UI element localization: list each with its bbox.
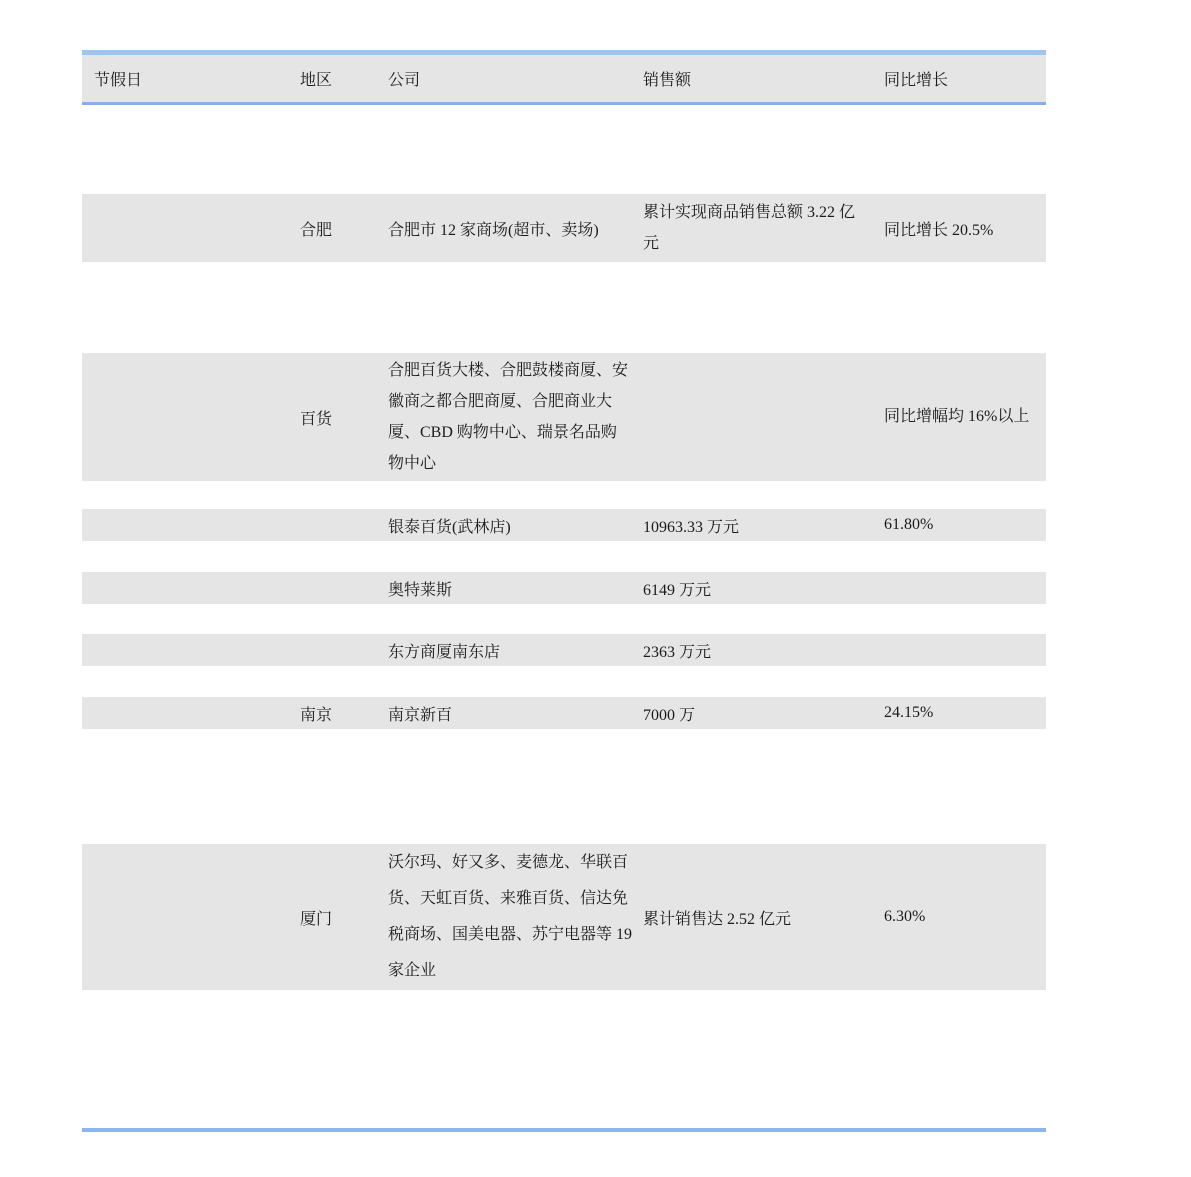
table-header-row xyxy=(82,50,1046,105)
cell-sales: 10963.33 万元 xyxy=(643,518,740,536)
table-row xyxy=(82,697,1046,729)
cell-growth: 同比增长 20.5% xyxy=(884,221,994,239)
cell-region: 南京 xyxy=(300,706,333,724)
cell-company: 东方商厦南东店 xyxy=(388,643,501,661)
header-cell-holiday: 节假日 xyxy=(94,72,143,89)
header-cell-growth: 同比增长 xyxy=(884,72,949,89)
cell-region: 厦门 xyxy=(300,910,333,928)
cell-company: 奥特莱斯 xyxy=(388,581,453,599)
cell-sales: 累计销售达 2.52 亿元 xyxy=(643,910,792,928)
cell-company: 沃尔玛、好又多、麦德龙、华联百货、天虹百货、来雅百货、信达免税商场、国美电器、苏宁电器等 19 家企业 xyxy=(388,854,633,979)
cell-growth: 61.80% xyxy=(884,516,934,533)
cell-company: 银泰百货(武林店) xyxy=(388,518,511,536)
sales-table xyxy=(82,50,1046,1132)
cell-sales: 6149 万元 xyxy=(643,581,712,599)
table-row xyxy=(82,844,1046,990)
table-row xyxy=(82,572,1046,604)
cell-sales: 7000 万 xyxy=(643,706,696,724)
cell-growth: 同比增幅均 16%以上 xyxy=(884,408,1030,425)
cell-company: 合肥百货大楼、合肥鼓楼商厦、安徽商之都合肥商厦、合肥商业大厦、CBD 购物中心、瑞景名品购物中心 xyxy=(388,362,629,472)
cell-region: 合肥 xyxy=(300,221,333,239)
cell-company: 南京新百 xyxy=(388,706,453,724)
cell-growth: 6.30% xyxy=(884,908,926,925)
cell-company: 合肥市 12 家商场(超市、卖场) xyxy=(388,221,599,239)
table-row xyxy=(82,509,1046,541)
footer-divider-line xyxy=(82,1128,1046,1132)
cell-region: 百货 xyxy=(300,410,333,428)
table-row xyxy=(82,353,1046,481)
header-cell-region: 地区 xyxy=(300,72,333,89)
header-cell-sales: 销售额 xyxy=(643,72,692,89)
cell-growth: 24.15% xyxy=(884,704,934,721)
cell-sales: 2363 万元 xyxy=(643,643,712,661)
table-row xyxy=(82,634,1046,666)
cell-sales: 累计实现商品销售总额 3.22 亿元 xyxy=(643,204,856,252)
table-row xyxy=(82,194,1046,262)
header-cell-company: 公司 xyxy=(388,72,421,89)
